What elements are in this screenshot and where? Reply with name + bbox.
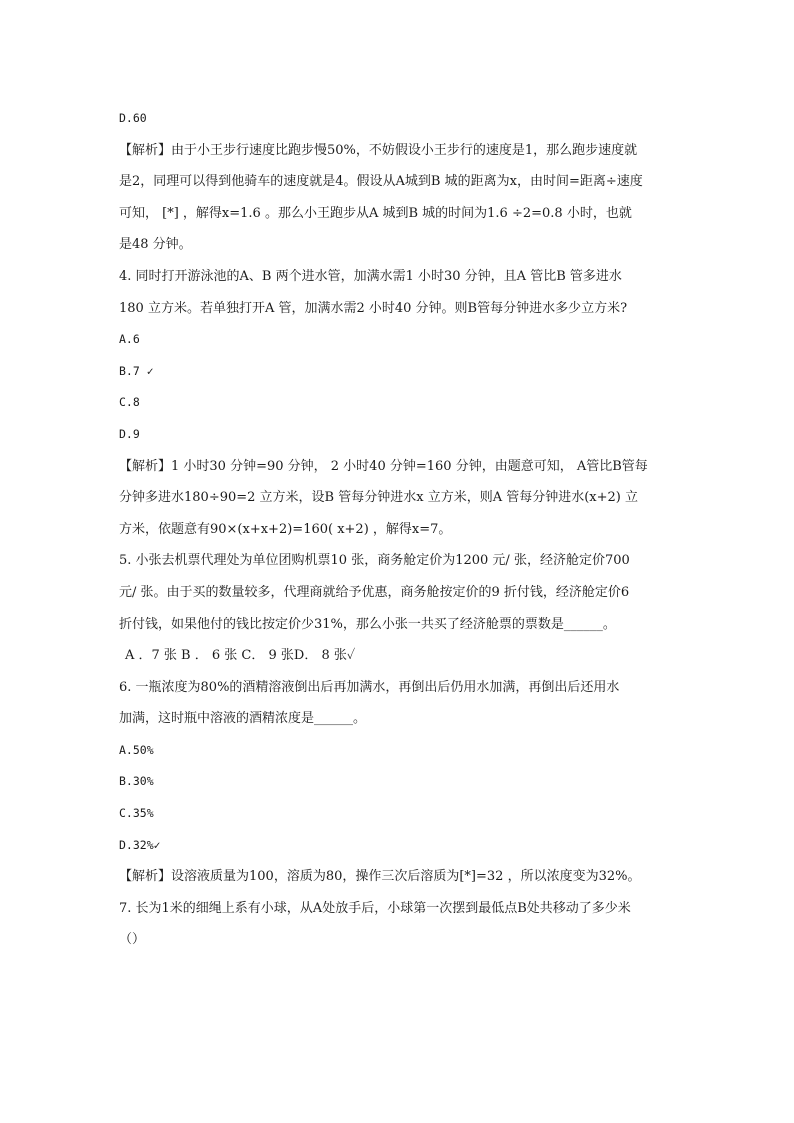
q4-option-c: C.8 bbox=[119, 395, 140, 410]
document-content bbox=[119, 103, 679, 956]
q6-option-a: A.50% bbox=[119, 742, 154, 757]
q4-option-d: D.9 bbox=[119, 426, 140, 441]
q4-option-a: A.6 bbox=[119, 332, 140, 347]
q6-option-d: D.32%✓ bbox=[119, 837, 161, 852]
q6-option-b: B.30% bbox=[119, 774, 154, 789]
question-5-line-2: 元/ 张。由于买的数量较多，代理商就给予优惠，商务舱按定价的9 折付钱，经济舱定价6 bbox=[119, 584, 630, 600]
analysis-q6: 【解析】设溶液质量为100，溶质为80，操作三次后溶质为[*]=32 ，所以浓度变为32%。 bbox=[119, 869, 641, 885]
q6-option-c: C.35% bbox=[119, 806, 154, 821]
q4-option-b: B.7 ✓ bbox=[119, 363, 154, 378]
question-7-line-1: 7. 长为1米的细绳上系有小球，从A处放手后，小球第一次摆到最低点B处共移动了多少米 bbox=[119, 900, 631, 916]
question-6-line-1: 6. 一瓶浓度为80%的酒精溶液倒出后再加满水，再倒出后仍用水加满，再倒出后还用水 bbox=[119, 679, 620, 695]
question-4-line-2: 180 立方米。若单独打开A 管，加满水需2 小时40 分钟。则B管每分钟进水多少立方米? bbox=[119, 300, 628, 316]
analysis-q3-line-4: 是48 分钟。 bbox=[119, 237, 192, 253]
option-d-60: D.60 bbox=[119, 111, 147, 125]
question-4-line-1: 4. 同时打开游泳池的A、B 两个进水管，加满水需1 小时30 分钟，且A 管比B 管多进水 bbox=[119, 268, 622, 284]
question-5-line-3: 折付钱，如果他付的钱比按定价少31%，那么小张一共买了经济舱票的票数是______。 bbox=[119, 616, 616, 632]
analysis-q3-line-2: 是2，同理可以得到他骑车的速度就是4。假设从A城到B 城的距离为x，由时间=距离÷速度 bbox=[119, 174, 643, 190]
analysis-q3-line-1: 【解析】由于小王步行速度比跑步慢50%，不妨假设小王步行的速度是1，那么跑步速度就 bbox=[119, 142, 638, 158]
analysis-q4-line-1: 【解析】1 小时30 分钟=90 分钟， 2 小时40 分钟=160 分钟，由题意可知， A管比B管每 bbox=[119, 458, 648, 474]
analysis-q3-line-3: 可知， [*] ，解得x=1.6 。那么小王跑步从A 城到B 城的时间为1.6 ÷2=0.8 小时，也就 bbox=[119, 205, 632, 221]
question-5-line-1: 5. 小张去机票代理处为单位团购机票10 张，商务舱定价为1200 元/ 张，经济舱定价700 bbox=[119, 553, 630, 569]
q5-options: A ．7 张 B ． 6 张 C． 9 张D． 8 张✓ bbox=[125, 648, 356, 664]
analysis-q4-line-3: 方米，依题意有90×(x+x+2)=160( x+2) ，解得x=7。 bbox=[119, 521, 452, 537]
question-7-line-2: （） bbox=[119, 932, 146, 948]
analysis-q4-line-2: 分钟多进水180÷90=2 立方米，设B 管每分钟进水x 立方米，则A 管每分钟进水(x+2) 立 bbox=[119, 490, 638, 506]
question-6-line-2: 加满，这时瓶中溶液的酒精浓度是______。 bbox=[119, 711, 367, 727]
